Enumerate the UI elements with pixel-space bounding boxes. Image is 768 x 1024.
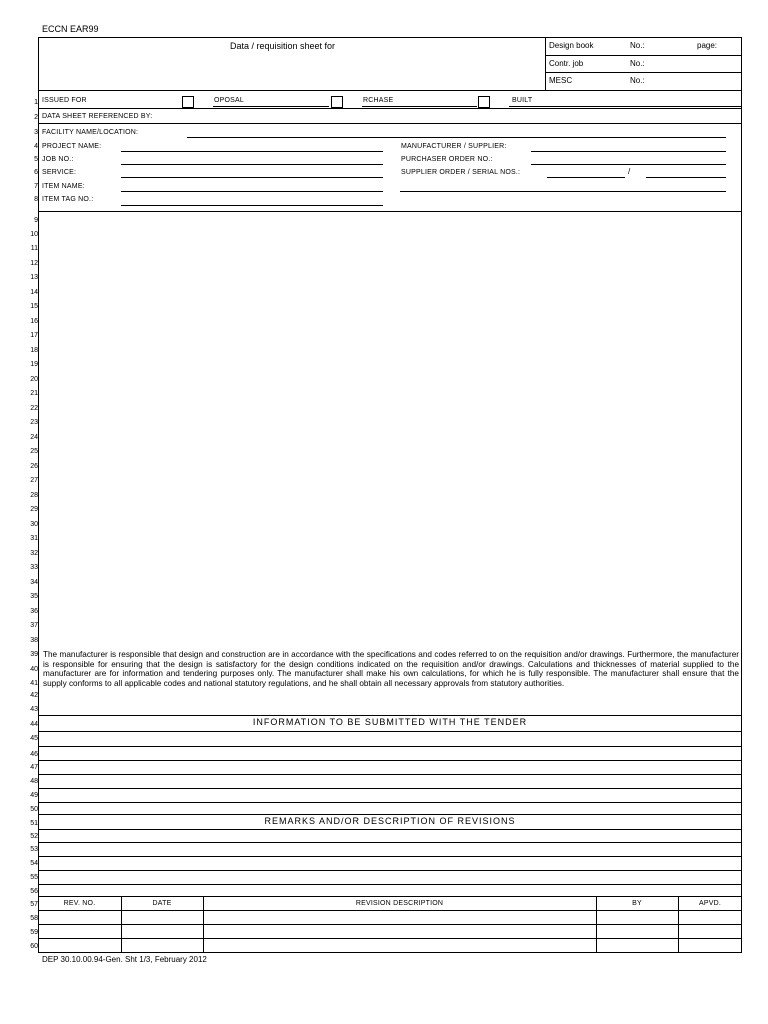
item-tag-label: ITEM TAG NO.: bbox=[42, 196, 94, 203]
line-number: 47 bbox=[30, 764, 38, 771]
line-number: 16 bbox=[30, 318, 38, 325]
line-number: 30 bbox=[30, 521, 38, 528]
design-book-page-label: page: bbox=[697, 41, 718, 50]
proposal-label: OPOSAL bbox=[214, 97, 244, 104]
line-number: 45 bbox=[30, 735, 38, 742]
issued-for-label: ISSUED FOR bbox=[42, 97, 87, 104]
line-number: 14 bbox=[30, 289, 38, 296]
supplier-order-field-line[interactable] bbox=[547, 177, 625, 178]
line-number: 24 bbox=[30, 434, 38, 441]
line-number: 19 bbox=[30, 361, 38, 368]
design-book-label: Design book bbox=[549, 41, 594, 50]
tender-info-line[interactable] bbox=[38, 746, 742, 747]
line-number: 2 bbox=[34, 114, 38, 121]
line-number: 37 bbox=[30, 622, 38, 629]
tender-info-line[interactable] bbox=[38, 760, 742, 761]
line-number: 28 bbox=[30, 492, 38, 499]
line-number: 22 bbox=[30, 405, 38, 412]
line-number: 11 bbox=[30, 245, 38, 252]
purchaser-order-field-line[interactable] bbox=[531, 164, 726, 165]
item-tag-field-line[interactable] bbox=[121, 205, 383, 206]
line-number: 5 bbox=[34, 156, 38, 163]
line-number: 20 bbox=[30, 376, 38, 383]
tender-info-line[interactable] bbox=[38, 774, 742, 775]
line-number: 18 bbox=[30, 347, 38, 354]
col-revision-description: REVISION DESCRIPTION bbox=[355, 900, 444, 907]
remarks-header: REMARKS AND/OR DESCRIPTION OF REVISIONS bbox=[264, 816, 516, 826]
line-number: 58 bbox=[30, 915, 38, 922]
line-number: 26 bbox=[30, 463, 38, 470]
purchaser-order-label: PURCHASER ORDER NO.: bbox=[401, 156, 493, 163]
slash-separator: / bbox=[628, 167, 631, 176]
remarks-line[interactable] bbox=[38, 870, 742, 871]
service-label: SERVICE: bbox=[42, 169, 77, 176]
line-number: 38 bbox=[30, 637, 38, 644]
line-number: 53 bbox=[30, 846, 38, 853]
responsibility-statement: The manufacturer is responsible that design and construction are in accordance with the specifications and codes referred to on the requisition and/or drawings. Furthermore, the manufacturer is responsible for ensuring that the design is satisfactory for the design conditions indicated on the requisition and/or drawings. Calculations and thicknesses of material supplied to the manufacturer are for information and tendering purposes only. The manufacturer shall make his own calculations, for which he is fully responsible. The manufacturer shall ensure that the supply conforms to all applicable codes and national statutory regulations, and he shall obtain all necessary approvals from statutory authorities. bbox=[43, 650, 739, 688]
job-no-field-line[interactable] bbox=[121, 164, 383, 165]
line-number: 49 bbox=[30, 792, 38, 799]
line-number: 33 bbox=[30, 564, 38, 571]
line-number: 23 bbox=[30, 419, 38, 426]
contr-job-no-label: No.: bbox=[630, 59, 645, 68]
line-number: 39 bbox=[30, 651, 38, 658]
line-number: 51 bbox=[30, 820, 38, 827]
purchase-checkbox[interactable] bbox=[478, 96, 490, 108]
line-number: 6 bbox=[34, 169, 38, 176]
remarks-line[interactable] bbox=[38, 856, 742, 857]
project-name-field-line[interactable] bbox=[121, 151, 383, 152]
data-sheet-ref-label: DATA SHEET REFERENCED BY: bbox=[42, 113, 153, 120]
line-number: 34 bbox=[30, 579, 38, 586]
service-field-line[interactable] bbox=[121, 177, 383, 178]
line-number: 59 bbox=[30, 929, 38, 936]
tender-info-line[interactable] bbox=[38, 802, 742, 803]
line-number: 10 bbox=[30, 231, 38, 238]
line-number: 40 bbox=[30, 666, 38, 673]
line-number: 60 bbox=[30, 943, 38, 950]
line-number: 4 bbox=[34, 143, 38, 150]
line-number: 32 bbox=[30, 550, 38, 557]
line-number: 35 bbox=[30, 593, 38, 600]
tender-info-header: INFORMATION TO BE SUBMITTED WITH THE TENDER bbox=[252, 717, 528, 727]
line-number: 56 bbox=[30, 888, 38, 895]
line-number: 54 bbox=[30, 860, 38, 867]
as-built-label: BUILT bbox=[512, 97, 533, 104]
line-number: 46 bbox=[30, 751, 38, 758]
line-number: 41 bbox=[30, 680, 38, 687]
line-number: 43 bbox=[30, 706, 38, 713]
mesc-label: MESC bbox=[549, 76, 573, 85]
item-name-field-line[interactable] bbox=[121, 191, 383, 192]
issued-for-checkbox[interactable] bbox=[182, 96, 194, 108]
line-number: 50 bbox=[30, 806, 38, 813]
line-number: 57 bbox=[30, 901, 38, 908]
line-number: 36 bbox=[30, 608, 38, 615]
project-name-label: PROJECT NAME: bbox=[42, 143, 102, 150]
line-number: 27 bbox=[30, 477, 38, 484]
line-number: 13 bbox=[30, 274, 38, 281]
contr-job-label: Contr. job bbox=[549, 59, 584, 68]
line-number: 3 bbox=[34, 129, 38, 136]
line-number: 55 bbox=[30, 874, 38, 881]
line-number: 52 bbox=[30, 833, 38, 840]
footer-reference: DEP 30.10.00.94-Gen. Sht 1/3, February 2012 bbox=[42, 955, 207, 964]
tender-info-line[interactable] bbox=[38, 788, 742, 789]
extra-field-line[interactable] bbox=[400, 191, 726, 192]
facility-label: FACILITY NAME/LOCATION: bbox=[42, 129, 139, 136]
line-number: 7 bbox=[34, 183, 38, 190]
col-apvd: APVD. bbox=[698, 900, 721, 907]
col-rev-no: REV. NO. bbox=[63, 900, 96, 907]
facility-field-line[interactable] bbox=[187, 137, 726, 138]
manufacturer-label: MANUFACTURER / SUPPLIER: bbox=[401, 143, 507, 150]
line-number: 15 bbox=[30, 303, 38, 310]
line-number: 25 bbox=[30, 448, 38, 455]
line-number: 31 bbox=[30, 535, 38, 542]
supplier-order-label: SUPPLIER ORDER / SERIAL NOS.: bbox=[401, 169, 521, 176]
line-number: 29 bbox=[30, 506, 38, 513]
manufacturer-field-line[interactable] bbox=[531, 151, 726, 152]
remarks-line[interactable] bbox=[38, 884, 742, 885]
line-number: 8 bbox=[34, 196, 38, 203]
line-number: 9 bbox=[34, 217, 38, 224]
remarks-line[interactable] bbox=[38, 842, 742, 843]
line-number: 48 bbox=[30, 778, 38, 785]
serial-nos-field-line[interactable] bbox=[646, 177, 726, 178]
line-number: 12 bbox=[30, 260, 38, 267]
sheet-title: Data / requisition sheet for bbox=[230, 41, 336, 51]
eccn-label: ECCN EAR99 bbox=[42, 24, 99, 34]
item-name-label: ITEM NAME: bbox=[42, 183, 85, 190]
line-number: 21 bbox=[30, 390, 38, 397]
line-number: 42 bbox=[30, 692, 38, 699]
line-number: 44 bbox=[30, 721, 38, 728]
line-number: 1 bbox=[34, 99, 38, 106]
mesc-no-label: No.: bbox=[630, 76, 645, 85]
proposal-checkbox[interactable] bbox=[331, 96, 343, 108]
col-by: BY bbox=[632, 900, 642, 907]
job-no-label: JOB NO.: bbox=[42, 156, 74, 163]
design-book-no-label: No.: bbox=[630, 41, 645, 50]
purchase-label: RCHASE bbox=[363, 97, 394, 104]
col-date: DATE bbox=[152, 900, 172, 907]
line-number: 17 bbox=[30, 332, 38, 339]
